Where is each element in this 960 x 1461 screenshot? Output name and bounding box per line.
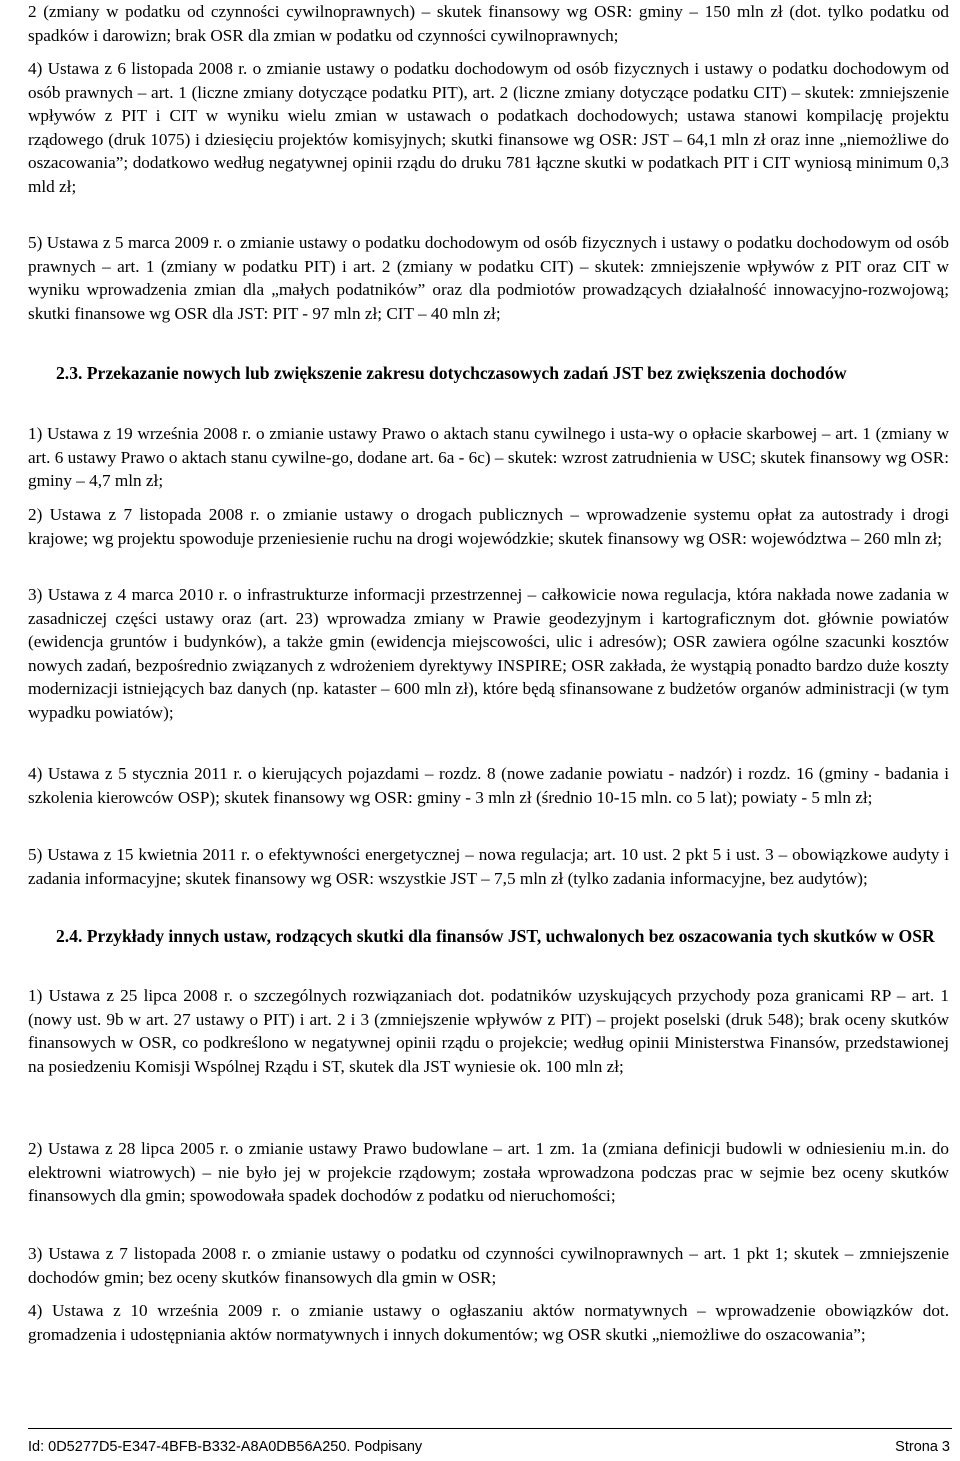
paragraph-ustawa-2008-11-07: 2) Ustawa z 7 listopada 2008 r. o zmianie ustawy o drogach publicznych – wprowadzenie systemu opłat za autostrady i drogi krajowe; wg projektu spowoduje przeniesienie ruchu na drogi wojewódzkie; skutek finansowy wg OSR: województwa – 260 mln zł;	[28, 505, 949, 548]
section-heading-2-4: 2.4. Przykłady innych ustaw, rodzących skutki dla finansów JST, uchwalonych bez oszacowania tych skutków w OSR	[56, 926, 935, 946]
paragraph-ustawa-2009-03-05: 5) Ustawa z 5 marca 2009 r. o zmianie ustawy o podatku dochodowym od osób fizycznych i ustawy o podatku dochodowym od osób prawnych – art. 1 (zmiany w podatku PIT) i art. 2 (zmiany w podatku CIT) – skutek: zmniejszenie wpływów z PIT oraz CIT w wyniku wprowadzenia zmian dla „małych podatników” oraz dla podmiotów prowadzących działalność innowacyjno-rozwojową; skutki finansowe wg OSR dla JST: PIT - 97 mln zł; CIT – 40 mln zł;	[28, 233, 949, 323]
paragraph-ustawa-2010-03-04: 3) Ustawa z 4 marca 2010 r. o infrastrukturze informacji przestrzennej – całkowicie nowa regulacja, która nakłada nowe zadania w zasadniczej części ustawy oraz (art. 23) wprowadza zmiany w Prawie geodezyjnym i kartograficznym dot. głównie powiatów (ewidencja gruntów i budynków), a także gmin (ewidencja miejscowości, ulic i adresów); OSR zawiera ogólne szacunki kosztów nowych zadań, bezpośrednio związanych z wdrożeniem dyrektywy INSPIRE; OSR zakłada, że wystąpią ponadto bardzo duże koszty modernizacji istniejących baz danych (np. kataster – 600 mln zł), które będą sfinansowane z budżetów organów administracji (w tym wypadku powiatów);	[28, 585, 949, 722]
paragraph-ustawa-2011-04-15: 5) Ustawa z 15 kwietnia 2011 r. o efektywności energetycznej – nowa regulacja; art. 10 ust. 2 pkt 5 i ust. 3 – obowiązkowe audyty i zadania informacyjne; skutek finansowy wg OSR: wszystkie JST – 7,5 mln zł (tylko zadania informacyjne, bez audytów);	[28, 845, 949, 888]
paragraph-ustawa-2008-11-07-pcc: 3) Ustawa z 7 listopada 2008 r. o zmianie ustawy o podatku od czynności cywilnoprawnych – art. 1 pkt 1; skutek – zmniejszenie dochodów gmin; bez oceny skutków finansowych dla gmin w OSR;	[28, 1244, 949, 1287]
paragraph-ustawa-2008-11-06: 4) Ustawa z 6 listopada 2008 r. o zmianie ustawy o podatku dochodowym od osób fizycznych i ustawy o podatku dochodowym od osób prawnych – art. 1 (liczne zmiany dotyczące podatku PIT), art. 2 (liczne zmiany dotyczące podatku CIT) – skutek: zmniejszenie wpływów z PIT i CIT w wyniku wielu zmian w ustawach o podatkach dochodowych; ustawa stanowi kompilację projektu rządowego (druk 1075) i dziesięciu projektów komisyjnych; skutki finansowe wg OSR: JST – 64,1 mln zł oraz inne „niemożliwe do oszacowania”; dodatkowo według negatywnej opinii rządu do druku 781 łączne skutki w podatkach PIT i CIT wyniosą minimum 0,3 mld zł;	[28, 59, 949, 196]
section-heading-2-3: 2.3. Przekazanie nowych lub zwiększenie zakresu dotychczasowych zadań JST bez zwiększenia dochodów	[56, 363, 847, 383]
paragraph-ustawa-2008-09-19: 1) Ustawa z 19 września 2008 r. o zmianie ustawy Prawo o aktach stanu cywilnego i usta-wy o opłacie skarbowej – art. 1 (zmiany w art. 6 ustawy Prawo o aktach stanu cywilne-go, dodane art. 6a - 6c) – skutek: wzrost zatrudnienia w USC; skutek finansowy wg OSR: gminy – 4,7 mln zł;	[28, 424, 949, 490]
paragraph-ustawa-2011-01-05: 4) Ustawa z 5 stycznia 2011 r. o kierujących pojazdami – rozdz. 8 (nowe zadanie powiatu - nadzór) i rozdz. 16 (gminy - badania i szkolenia kierowców OSP); skutek finansowy wg OSR: gminy - 3 mln zł (średnio 10-15 mln. co 5 lat); powiaty - 5 mln zł;	[28, 764, 949, 807]
paragraph-ustawa-2009-09-10: 4) Ustawa z 10 września 2009 r. o zmianie ustawy o ogłaszaniu aktów normatywnych – wprowadzenie obowiązków dot. gromadzenia i udostępniania aktów normatywnych i innych dokumentów; wg OSR skutki „niemożliwe do oszacowania”;	[28, 1301, 949, 1344]
paragraph-ustawa-2005-07-28: 2) Ustawa z 28 lipca 2005 r. o zmianie ustawy Prawo budowlane – art. 1 zm. 1a (zmiana definicji budowli w odniesieniu m.in. do elektrowni wiatrowych) – nie było jej w projekcie rządowym; została wprowadzona podczas prac w sejmie bez oceny skutków finansowych dla gmin; spowodowała spadek dochodów z podatku od nieruchomości;	[28, 1139, 949, 1205]
footer-divider	[28, 1428, 952, 1429]
paragraph-art2-czynnosci-cywilnoprawne: 2 (zmiany w podatku od czynności cywilnoprawnych) – skutek finansowy wg OSR: gminy – 150 mln zł (dot. tylko podatku od spadków i darowizn; brak OSR dla zmian w podatku od czynności cywilnoprawnych;	[28, 2, 949, 45]
paragraph-ustawa-2008-07-25: 1) Ustawa z 25 lipca 2008 r. o szczególnych rozwiązaniach dot. podatników uzyskujących przychody poza granicami RP – art. 1 (nowy ust. 9b w art. 27 ustawy o PIT) i art. 2 i 3 (zmniejszenie wpływów z PIT) – projekt poselski (druk 548); brak oceny skutków finansowych w OSR, co podkreślono w negatywnej opinii rządu o projekcie; według opinii Ministerstwa Finansów, przedstawionej na posiedzeniu Komisji Wspólnej Rządu i ST, skutek dla JST wyniesie ok. 100 mln zł;	[28, 986, 949, 1076]
footer-page-number: Strona 3	[895, 1439, 950, 1455]
footer-document-id: Id: 0D5277D5-E347-4BFB-B332-A8A0DB56A250. Podpisany	[28, 1439, 423, 1455]
